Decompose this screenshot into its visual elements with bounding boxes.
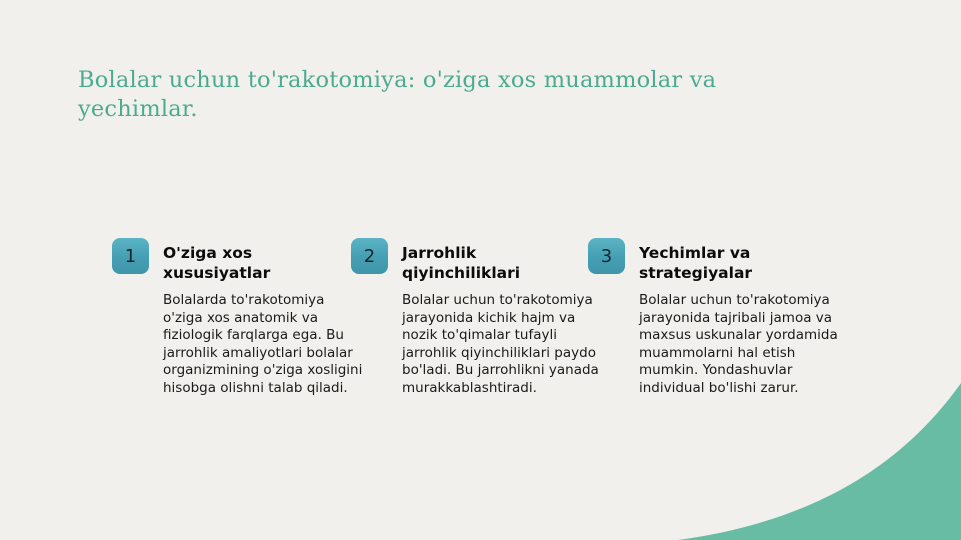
column-body: Bolalar uchun to'rakotomiya jarayonida kichik hajm va nozik to'qimalar tufayli jarrohlik qiyinchiliklari paydo bo'ladi. Bu jarrohlikni yanada murakkablashtiradi. <box>402 292 599 396</box>
badge-number-text: 1 <box>124 245 137 267</box>
column-heading: Yechimlar va strategiyalar <box>639 244 753 282</box>
column-item-2 <box>351 238 602 397</box>
number-badge-2 <box>351 238 388 274</box>
column-heading: O'ziga xos xususiyatlar <box>163 244 271 282</box>
column-body: Bolalarda to'rakotomiya o'ziga xos anatomik va fiziologik farqlarga ega. Bu jarrohlik amaliyotlari bolalar organizmining o'ziga xosligini hisobga olishni talab qiladi. <box>163 292 363 396</box>
number-badge-3 <box>588 238 625 274</box>
badge-number-text: 2 <box>363 245 376 267</box>
column-text-block <box>163 238 363 397</box>
column-body: Bolalar uchun to'rakotomiya jarayonida tajribali jamoa va maxsus uskunalar yordamida muammolarni hal etish mumkin. Yondashuvlar individual bo'lishi zarur. <box>639 292 838 396</box>
column-heading: Jarrohlik qiyinchiliklari <box>402 244 521 282</box>
column-item-3 <box>588 238 839 397</box>
column-text-block <box>402 238 602 397</box>
column-item-1 <box>112 238 363 397</box>
slide-title: Bolalar uchun to'rakotomiya: o'ziga xos muammolar va yechimlar. <box>78 67 717 122</box>
column-text-block <box>639 238 839 397</box>
number-badge-1 <box>112 238 149 274</box>
badge-number-text: 3 <box>600 245 613 267</box>
